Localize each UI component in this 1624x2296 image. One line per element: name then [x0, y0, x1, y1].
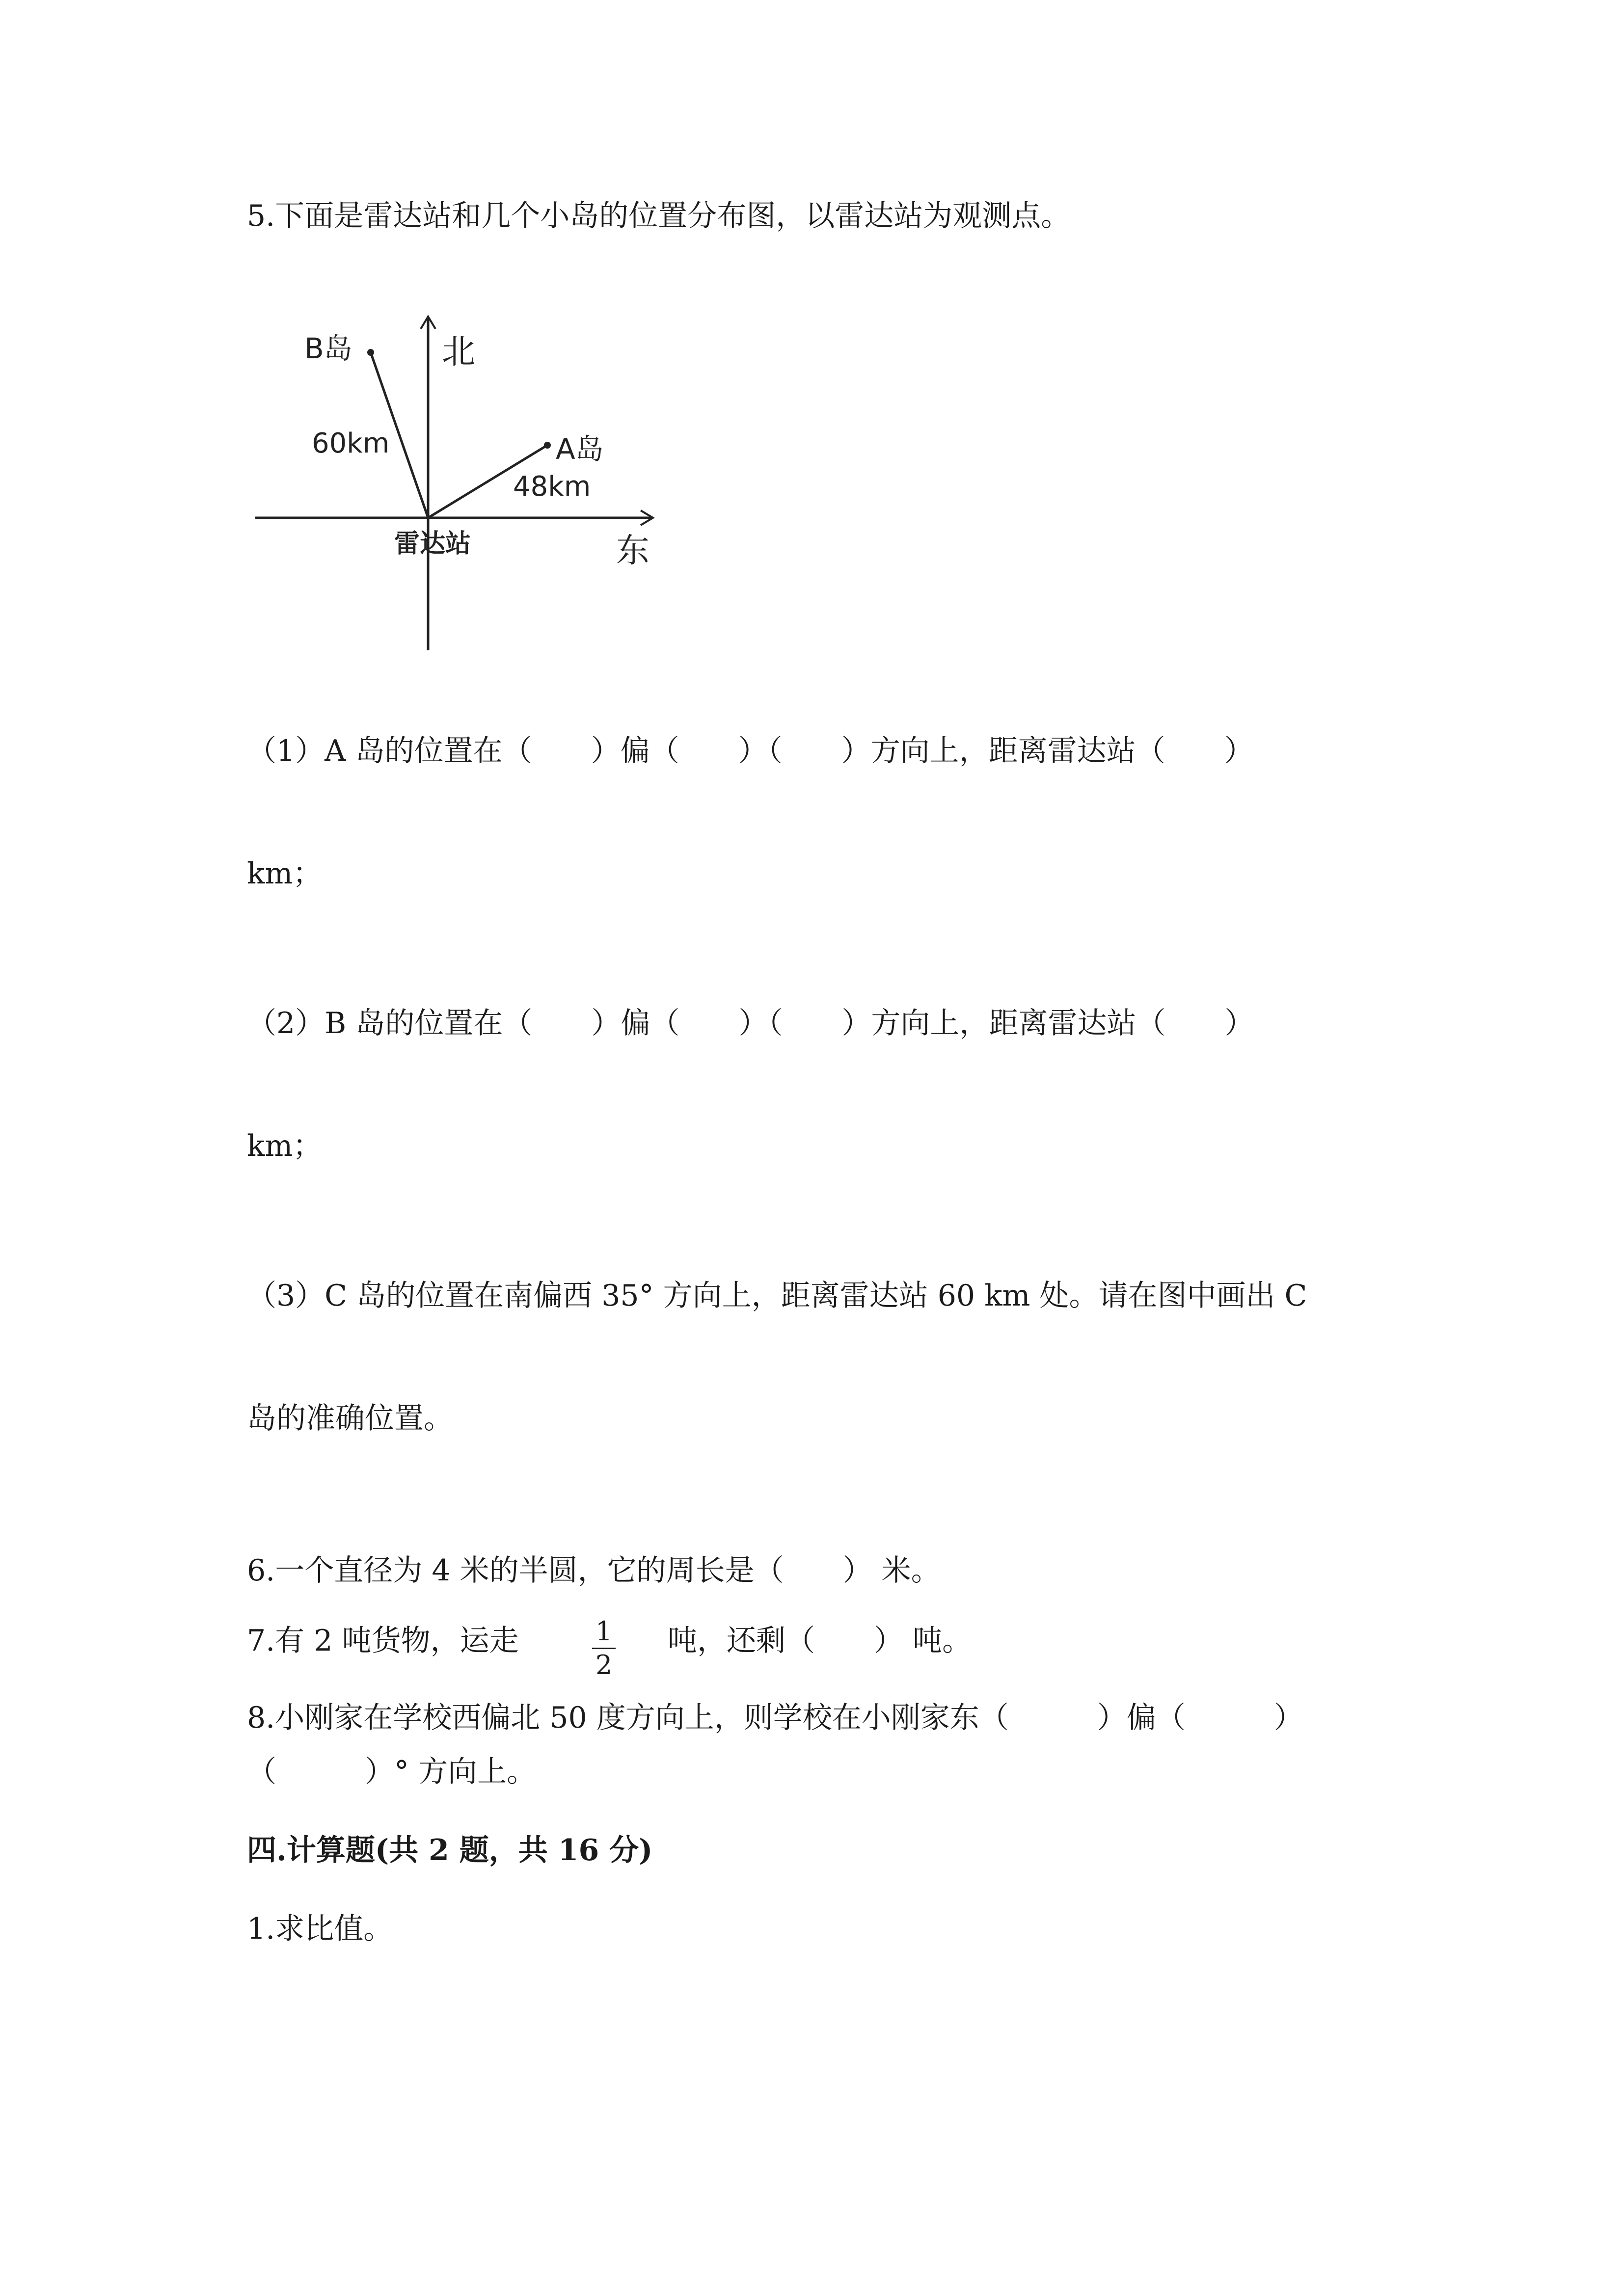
east-label: 东: [616, 532, 650, 570]
q5-sub2-line1: （2）B 岛的位置在（ ）偏（ ）（ ）方向上，距离雷达站（ ）: [247, 1006, 1254, 1041]
island-a-label: A岛: [556, 432, 604, 466]
q8-line2: （ ）° 方向上。: [247, 1755, 537, 1789]
island-a-distance: 48km: [513, 471, 591, 503]
section-4-q1: 1.求比值。: [247, 1912, 393, 1946]
q5-sub3-line1: （3）C 岛的位置在南偏西 35° 方向上，距离雷达站 60 km 处。请在图中画出 C: [247, 1279, 1307, 1313]
fraction-numerator: 1: [595, 1616, 613, 1647]
origin-label: 雷达站: [394, 529, 471, 559]
section-4-title: 四.计算题(共 2 题，共 16 分): [247, 1833, 653, 1868]
q7-text-before: 7.有 2 吨货物，运走: [247, 1624, 519, 1658]
q5-sub2-line2: km；: [247, 1129, 323, 1163]
fraction-bar: [592, 1648, 616, 1649]
q5-intro: 5.下面是雷达站和几个小岛的位置分布图，以雷达站为观测点。: [247, 199, 1071, 233]
island-b-point: [367, 349, 374, 356]
island-a-point: [544, 442, 551, 449]
q6-text: 6.一个直径为 4 米的半圆，它的周长是（ ） 米。: [247, 1553, 941, 1588]
q5-sub3-line2: 岛的准确位置。: [247, 1401, 453, 1436]
island-b-distance: 60km: [312, 427, 390, 459]
island-b-label: B岛: [304, 332, 352, 365]
north-label: 北: [442, 333, 476, 372]
q5-sub1-line1: （1）A 岛的位置在（ ）偏（ ）（ ）方向上，距离雷达站（ ）: [247, 734, 1254, 768]
q7-text-after: 吨，还剩（ ） 吨。: [668, 1624, 972, 1658]
q8-line1: 8.小刚家在学校西偏北 50 度方向上，则学校在小刚家东（ ）偏（ ）: [247, 1701, 1303, 1735]
q5-sub1-line2: km；: [247, 856, 323, 891]
radar-position-diagram: [245, 294, 663, 658]
fraction-denominator: 2: [595, 1650, 613, 1681]
q7-fraction: [589, 1617, 619, 1680]
